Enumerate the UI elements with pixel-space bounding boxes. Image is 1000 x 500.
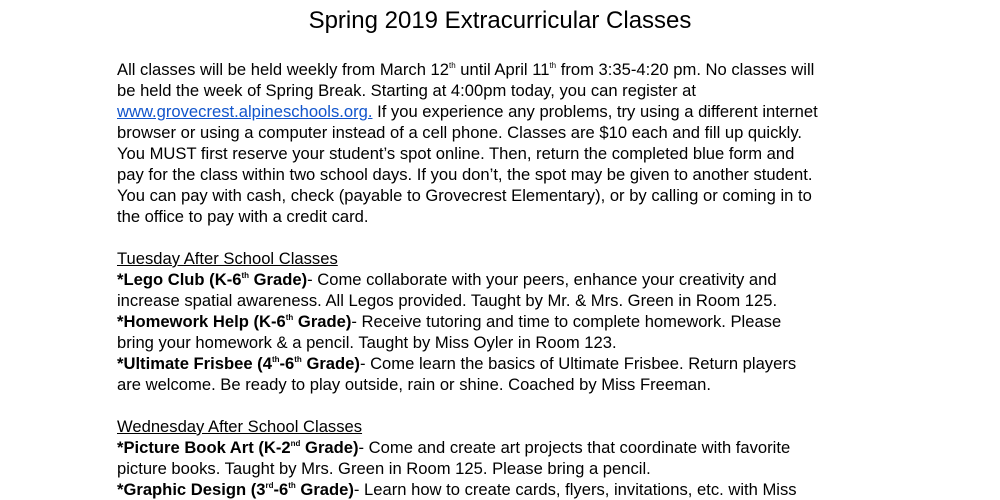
- document-title: Spring 2019 Extracurricular Classes: [308, 7, 692, 34]
- class-description: - Come learn the basics of Ultimate Frisbee. Return players: [359, 354, 797, 373]
- ordinal-suffix: th: [294, 355, 302, 364]
- class-name-text: *Lego Club (K-6: [117, 270, 242, 289]
- class-name-text: Grade): [295, 480, 354, 499]
- ordinal-suffix: th: [549, 61, 557, 70]
- intro-line-3: [117, 101, 917, 122]
- ultimate-frisbee-line-2: are welcome. Be ready to play outside, rain or shine. Coached by Miss Freeman.: [117, 375, 711, 394]
- tuesday-heading: Tuesday After School Classes: [117, 249, 338, 268]
- class-name-text: Grade): [301, 354, 360, 373]
- ordinal-suffix: rd: [265, 481, 274, 490]
- document-body: [117, 59, 917, 500]
- class-description: - Come and create art projects that coordinate with favorite: [358, 438, 791, 457]
- class-name-text: *Ultimate Frisbee (4: [117, 354, 272, 373]
- intro-line-7: You can pay with cash, check (payable to Grovecrest Elementary), or by calling or coming in to: [117, 186, 812, 205]
- class-description: - Come collaborate with your peers, enhance your creativity and: [307, 270, 777, 289]
- intro-text: If you experience any problems, try using a different internet: [372, 102, 818, 121]
- ultimate-frisbee-name: [117, 354, 360, 373]
- ordinal-suffix: th: [285, 313, 294, 322]
- picture-book-art-line-2: picture books. Taught by Mrs. Green in Room 125. Please bring a pencil.: [117, 459, 651, 478]
- class-name-text: -6: [273, 480, 289, 499]
- tuesday-section: [117, 248, 917, 395]
- class-description: - Receive tutoring and time to complete homework. Please: [351, 312, 782, 331]
- class-name-text: *Homework Help (K-6: [117, 312, 286, 331]
- homework-help-line-1: [117, 311, 917, 332]
- intro-line-5: You MUST first reserve your student’s spot online. Then, return the completed blue form and: [117, 144, 795, 163]
- graphic-design-line-1: [117, 479, 917, 500]
- ultimate-frisbee-line-1: [117, 353, 917, 374]
- ordinal-suffix: th: [241, 271, 250, 280]
- picture-book-art-line-1: [117, 437, 917, 458]
- ordinal-suffix: nd: [290, 439, 301, 448]
- class-name-text: *Graphic Design (3: [117, 480, 266, 499]
- class-name-text: Grade): [293, 312, 352, 331]
- graphic-design-name: [117, 480, 354, 499]
- class-description: - Learn how to create cards, flyers, invitations, etc. with Miss: [353, 480, 797, 499]
- intro-line-6: pay for the class within two school days. If you don’t, the spot may be given to another student.: [117, 165, 813, 184]
- class-name-text: *Picture Book Art (K-2: [117, 438, 291, 457]
- intro-line-1: [117, 59, 917, 80]
- intro-line-4: browser or using a computer instead of a cell phone. Classes are $10 each and fill up quickly.: [117, 123, 803, 142]
- spacer: [117, 227, 917, 248]
- intro-text: until April 11: [455, 60, 550, 79]
- lego-club-line-1: [117, 269, 917, 290]
- wednesday-section: [117, 416, 917, 500]
- ordinal-suffix: th: [288, 481, 296, 490]
- ordinal-suffix: th: [271, 355, 280, 364]
- intro-text: from 3:35-4:20 pm. No classes will: [556, 60, 815, 79]
- ordinal-suffix: th: [449, 61, 456, 70]
- registration-link[interactable]: www.grovecrest.alpineschools.org.: [117, 102, 373, 121]
- intro-line-8: the office to pay with a credit card.: [117, 207, 369, 226]
- homework-help-name: [117, 312, 351, 331]
- class-name-text: Grade): [249, 270, 308, 289]
- class-name-text: -6: [279, 354, 295, 373]
- wednesday-heading: Wednesday After School Classes: [117, 417, 363, 436]
- intro-line-2: be held the week of Spring Break. Starting at 4:00pm today, you can register at: [117, 81, 696, 100]
- lego-club-line-2: increase spatial awareness. All Legos provided. Taught by Mr. & Mrs. Green in Room 125.: [117, 291, 778, 310]
- class-name-text: Grade): [300, 438, 359, 457]
- intro-paragraph: [117, 59, 917, 227]
- lego-club-name: [117, 270, 307, 289]
- picture-book-art-name: [117, 438, 359, 457]
- spacer: [117, 395, 917, 416]
- homework-help-line-2: bring your homework & a pencil. Taught by Miss Oyler in Room 123.: [117, 333, 617, 352]
- intro-text: All classes will be held weekly from March 12: [117, 60, 449, 79]
